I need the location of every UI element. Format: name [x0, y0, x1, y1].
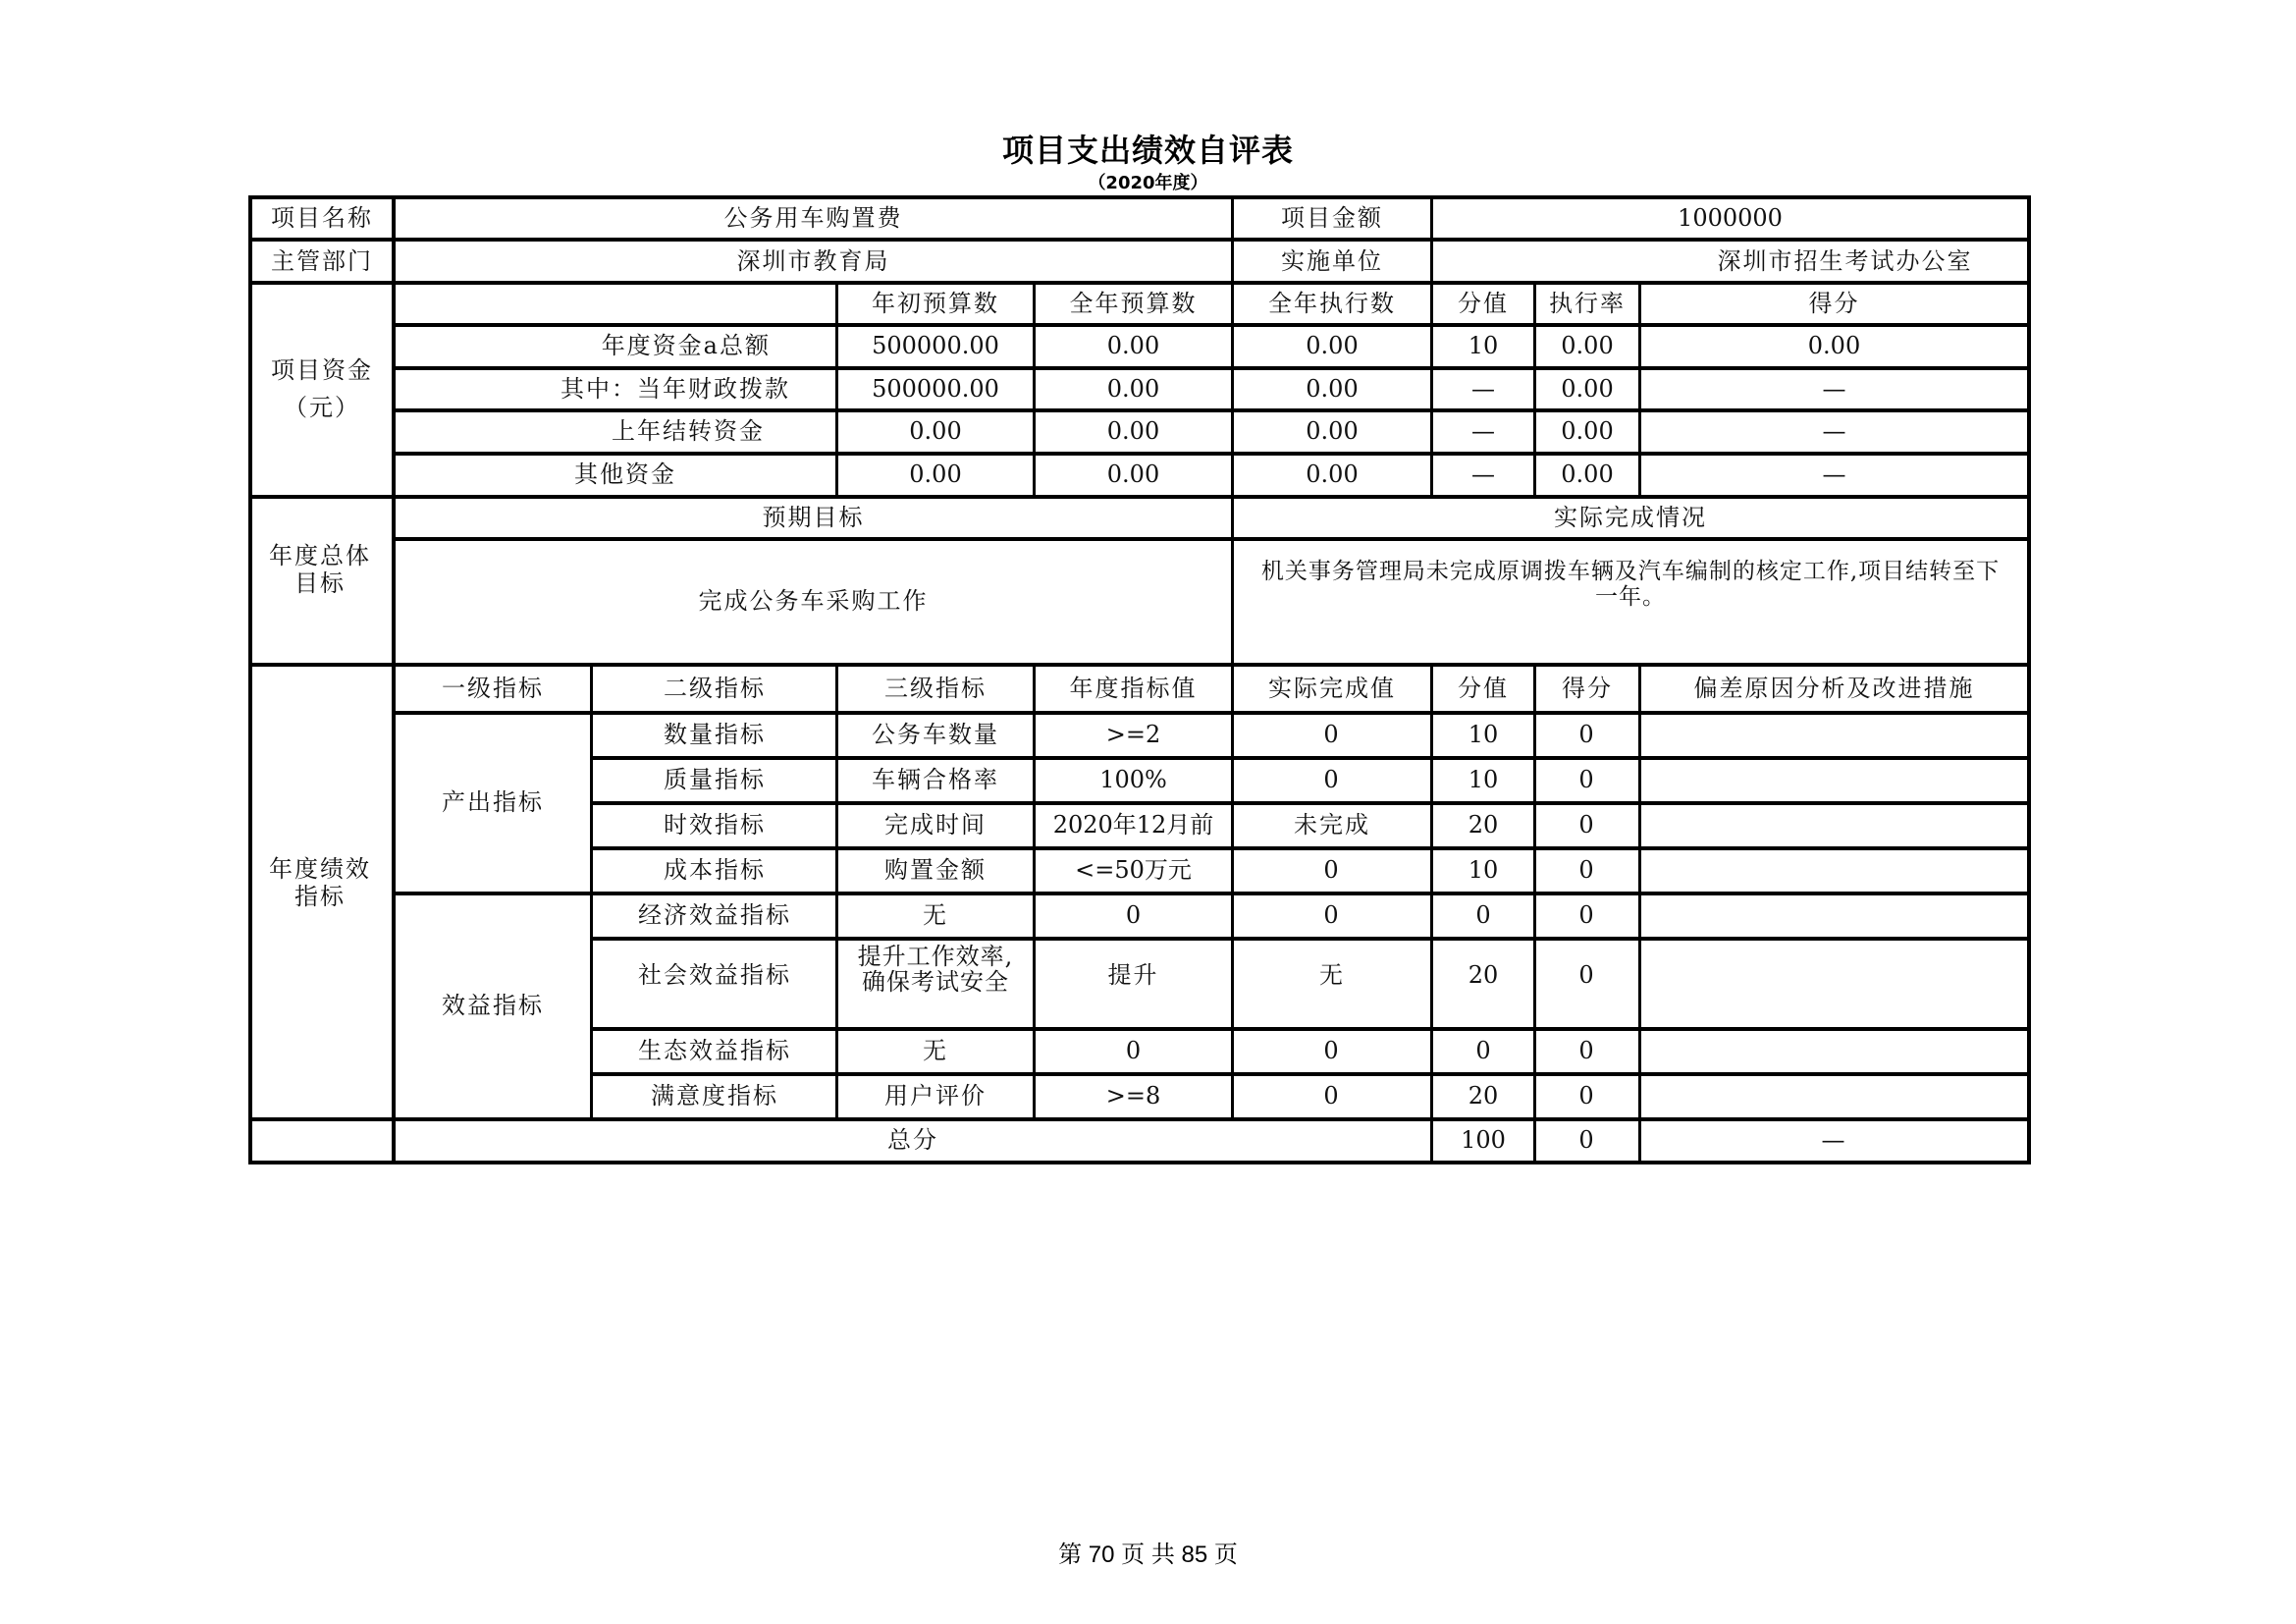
ind-level3: 购置金额	[884, 856, 987, 885]
border-line	[249, 1161, 2031, 1164]
ind-score: 0	[1578, 961, 1596, 989]
ind-col-score-value: 分值	[1458, 674, 1509, 702]
ind-actual: 0	[1323, 901, 1341, 930]
funds-row-executed: 0.00	[1306, 417, 1359, 446]
funds-row-rate: 0.00	[1561, 375, 1614, 404]
funds-row-score: —	[1822, 460, 1846, 489]
ind-actual: 未完成	[1294, 811, 1370, 839]
funds-row-annual: 0.00	[1106, 332, 1160, 360]
funds-row-annual: 0.00	[1106, 417, 1160, 446]
ind-level3: 提升工作效率,确保考试安全	[857, 943, 1014, 996]
ind-actual: 无	[1319, 961, 1345, 989]
ind-target: 0	[1125, 901, 1142, 930]
ind-col-level1: 一级指标	[442, 674, 544, 702]
funds-label-line2: （元）	[284, 394, 360, 421]
ind-score: 0	[1578, 811, 1596, 839]
ind-level3: 无	[923, 901, 948, 930]
funds-row-executed: 0.00	[1306, 332, 1359, 360]
project-name-value: 公务用车购置费	[723, 204, 903, 233]
ind-actual: 0	[1323, 856, 1341, 885]
funds-section-label	[251, 285, 393, 495]
funds-row-label: 上年结转资金	[612, 417, 765, 446]
ind-actual: 0	[1323, 1037, 1341, 1065]
ind-col-deviation: 偏差原因分析及改进措施	[1693, 674, 1975, 702]
funds-row-score-value: —	[1471, 375, 1495, 404]
ind-score-value: 20	[1468, 961, 1499, 989]
funds-row-score-value: —	[1471, 417, 1495, 446]
ind-score-value: 20	[1468, 811, 1499, 839]
ind-actual: 0	[1323, 766, 1341, 794]
funds-row-label: 年度资金a总额	[601, 332, 771, 360]
ind-target: 0	[1125, 1037, 1142, 1065]
ind-level3: 完成时间	[884, 811, 987, 839]
level1-output: 产出指标	[442, 788, 544, 817]
total-label: 总分	[887, 1126, 938, 1155]
indicators-section-label: 年度绩效指标	[269, 855, 371, 910]
ind-level2: 成本指标	[664, 856, 766, 885]
expected-goal-header: 预期目标	[762, 503, 865, 531]
funds-label-line1: 项目资金	[271, 356, 373, 385]
funds-row-rate: 0.00	[1561, 417, 1614, 446]
ind-deviation	[1641, 895, 2027, 937]
funds-row-initial: 500000.00	[872, 375, 999, 404]
ind-deviation	[1641, 941, 2027, 1027]
funds-row-executed: 0.00	[1306, 375, 1359, 404]
actual-result-text: 机关事务管理局未完成原调拨车辆及汽车编制的核定工作,项目结转至下一年。	[1260, 559, 2001, 611]
ind-col-score: 得分	[1562, 674, 1613, 702]
funds-col-score-value: 分值	[1458, 290, 1509, 318]
ind-target: >=8	[1105, 1082, 1161, 1110]
funds-row-annual: 0.00	[1106, 460, 1160, 489]
funds-row-annual: 0.00	[1106, 375, 1160, 404]
ind-target: >=2	[1105, 721, 1161, 749]
expected-goal-text: 完成公务车采购工作	[698, 587, 929, 616]
funds-row-score: —	[1822, 417, 1846, 446]
ind-target: <=50万元	[1075, 856, 1192, 885]
ind-deviation	[1641, 1076, 2027, 1117]
ind-level3: 公务车数量	[872, 721, 999, 749]
ind-score-value: 10	[1468, 856, 1499, 885]
funds-row-score-value: —	[1471, 460, 1495, 489]
ind-score-value: 10	[1468, 721, 1499, 749]
funds-col-executed: 全年执行数	[1268, 290, 1396, 318]
funds-row-label: 其中：当年财政拨款	[561, 375, 790, 404]
project-amount-value: 1000000	[1678, 204, 1783, 233]
ind-col-level2: 二级指标	[664, 674, 766, 702]
ind-col-actual: 实际完成值	[1268, 674, 1396, 702]
ind-score: 0	[1578, 856, 1596, 885]
ind-deviation	[1641, 1031, 2027, 1072]
total-deviation: —	[1821, 1126, 1847, 1155]
ind-score: 0	[1578, 766, 1596, 794]
ind-score-value: 20	[1468, 1082, 1499, 1110]
ind-level2: 满意度指标	[651, 1082, 778, 1110]
total-score-value: 100	[1461, 1126, 1506, 1155]
funds-row-rate: 0.00	[1561, 332, 1614, 360]
dept-label: 主管部门	[271, 246, 373, 275]
ind-col-level3: 三级指标	[884, 674, 987, 702]
funds-col-initial: 年初预算数	[872, 290, 999, 318]
impl-unit-label: 实施单位	[1281, 246, 1383, 275]
funds-row-rate: 0.00	[1561, 460, 1614, 489]
document-subtitle: （2020年度）	[1088, 173, 1208, 193]
ind-deviation	[1641, 760, 2027, 801]
funds-row-score: 0.00	[1807, 332, 1861, 360]
ind-level2: 经济效益指标	[638, 901, 791, 930]
border-line	[590, 663, 593, 1119]
ind-score: 0	[1578, 901, 1596, 930]
ind-level2: 生态效益指标	[638, 1037, 791, 1065]
level1-benefit: 效益指标	[442, 992, 544, 1020]
document-title: 项目支出绩效自评表	[1001, 132, 1294, 169]
funds-row-executed: 0.00	[1306, 460, 1359, 489]
impl-unit-value: 深圳市招生考试办公室	[1717, 246, 1973, 275]
ind-actual: 0	[1323, 721, 1341, 749]
ind-col-target: 年度指标值	[1069, 674, 1198, 702]
ind-actual: 0	[1323, 1082, 1341, 1110]
funds-col-annual: 全年预算数	[1069, 290, 1198, 318]
actual-result-header: 实际完成情况	[1554, 503, 1707, 531]
goals-section-label: 年度总体目标	[269, 542, 371, 597]
dept-value: 深圳市教育局	[736, 246, 890, 275]
ind-target: 提升	[1107, 961, 1159, 989]
ind-score: 0	[1578, 721, 1596, 749]
funds-row-score-value: 10	[1468, 332, 1499, 360]
funds-row-initial: 0.00	[909, 417, 962, 446]
ind-level2: 时效指标	[664, 811, 766, 839]
ind-deviation	[1641, 850, 2027, 892]
ind-score: 0	[1578, 1082, 1596, 1110]
funds-col-score: 得分	[1808, 290, 1860, 318]
ind-score-value: 0	[1475, 1037, 1491, 1065]
ind-score-value: 10	[1468, 766, 1499, 794]
ind-level2: 社会效益指标	[638, 961, 791, 989]
funds-row-initial: 0.00	[909, 460, 962, 489]
ind-level2: 质量指标	[664, 766, 766, 794]
ind-deviation	[1641, 805, 2027, 846]
border-line	[2027, 195, 2031, 1164]
ind-level2: 数量指标	[664, 721, 766, 749]
ind-target: 100%	[1099, 766, 1167, 794]
ind-level3: 无	[923, 1037, 948, 1065]
project-name-label: 项目名称	[271, 204, 373, 233]
ind-score-value: 0	[1475, 901, 1491, 930]
ind-target: 2020年12月前	[1052, 811, 1214, 839]
project-amount-label: 项目金额	[1281, 204, 1383, 233]
ind-score: 0	[1578, 1037, 1596, 1065]
ind-deviation	[1641, 715, 2027, 756]
funds-row-label: 其他资金	[574, 460, 676, 489]
ind-level3: 车辆合格率	[872, 766, 999, 794]
funds-col-rate: 执行率	[1549, 290, 1626, 318]
page-number: 第 70 页 共 85 页	[1058, 1542, 1238, 1568]
total-score: 0	[1578, 1126, 1596, 1155]
funds-row-score: —	[1822, 375, 1846, 404]
funds-row-initial: 500000.00	[872, 332, 999, 360]
ind-level3: 用户评价	[884, 1082, 987, 1110]
